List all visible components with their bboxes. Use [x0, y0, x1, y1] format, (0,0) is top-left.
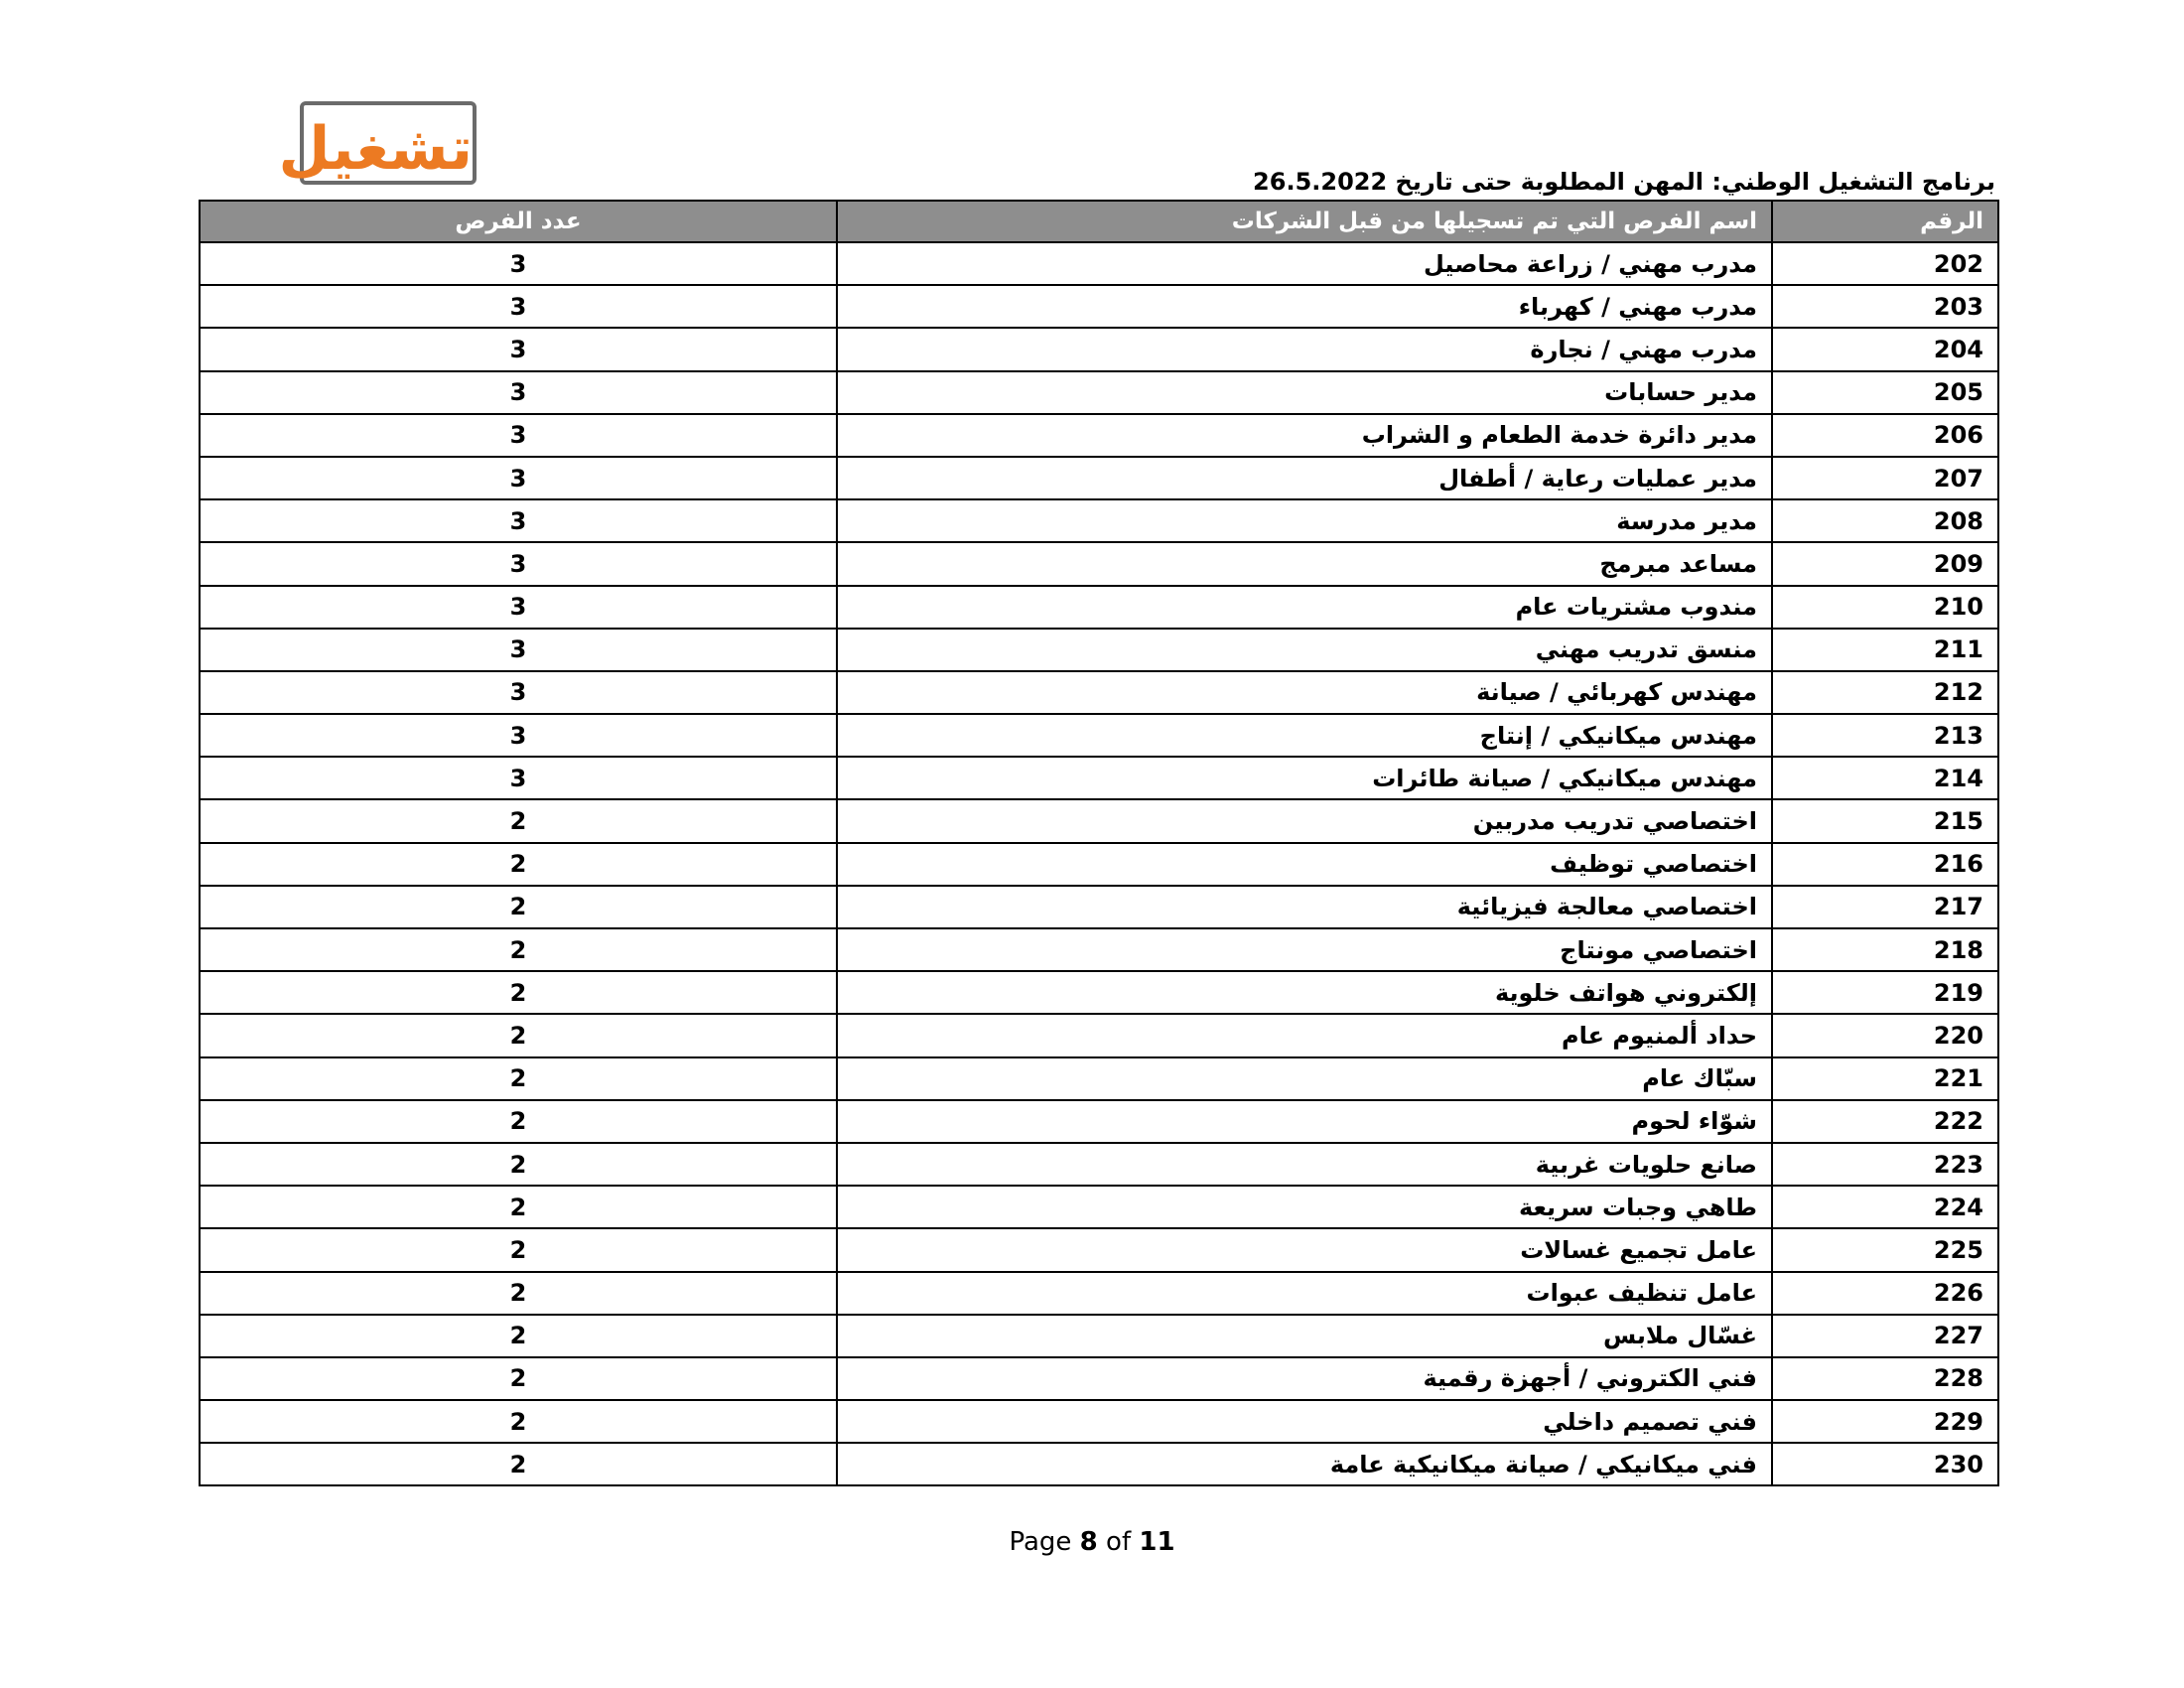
table-row — [200, 1443, 1998, 1485]
table-row — [200, 1228, 1998, 1271]
row-opportunity-count: 2 — [200, 1228, 837, 1271]
row-opportunity-name: غسّال ملابس — [837, 1315, 1772, 1357]
row-number: 230 — [1772, 1443, 1998, 1485]
row-number: 202 — [1772, 242, 1998, 285]
row-opportunity-count: 2 — [200, 1100, 837, 1143]
row-number: 222 — [1772, 1100, 1998, 1143]
table-row — [200, 542, 1998, 585]
row-opportunity-name: مهندس ميكانيكي / إنتاج — [837, 714, 1772, 757]
row-number: 205 — [1772, 371, 1998, 414]
row-opportunity-count: 3 — [200, 328, 837, 370]
table-row — [200, 285, 1998, 328]
jobs-table — [199, 200, 1999, 1486]
row-number: 203 — [1772, 285, 1998, 328]
row-opportunity-name: شوّاء لحوم — [837, 1100, 1772, 1143]
row-opportunity-count: 3 — [200, 285, 837, 328]
row-opportunity-count: 3 — [200, 371, 837, 414]
row-opportunity-count: 2 — [200, 1057, 837, 1100]
document-title: برنامج التشغيل الوطني: المهن المطلوبة حتى تاريخ 26.5.2022 — [1253, 168, 1995, 196]
table-row — [200, 328, 1998, 370]
row-opportunity-count: 3 — [200, 457, 837, 499]
row-number: 225 — [1772, 1228, 1998, 1271]
row-opportunity-name: مدير عمليات رعاية / أطفال — [837, 457, 1772, 499]
row-number: 223 — [1772, 1143, 1998, 1186]
row-number: 229 — [1772, 1400, 1998, 1443]
page-footer — [0, 1524, 2184, 1560]
row-number: 217 — [1772, 886, 1998, 928]
row-opportunity-name: مدرب مهني / كهرباء — [837, 285, 1772, 328]
row-opportunity-count: 2 — [200, 1272, 837, 1315]
row-opportunity-name: مدير حسابات — [837, 371, 1772, 414]
row-opportunity-count: 2 — [200, 1186, 837, 1228]
row-number: 215 — [1772, 799, 1998, 842]
row-opportunity-name: فني الكتروني / أجهزة رقمية — [837, 1357, 1772, 1400]
row-opportunity-name: اختصاصي مونتاج — [837, 928, 1772, 971]
row-opportunity-name: اختصاصي معالجة فيزيائية — [837, 886, 1772, 928]
row-number: 216 — [1772, 843, 1998, 886]
row-number: 220 — [1772, 1014, 1998, 1056]
row-number: 227 — [1772, 1315, 1998, 1357]
table-row — [200, 971, 1998, 1014]
logo — [278, 101, 477, 185]
row-number: 210 — [1772, 586, 1998, 629]
row-opportunity-name: فني ميكانيكي / صيانة ميكانيكية عامة — [837, 1443, 1772, 1485]
table-row — [200, 586, 1998, 629]
row-number: 207 — [1772, 457, 1998, 499]
row-opportunity-count: 2 — [200, 971, 837, 1014]
table-row — [200, 928, 1998, 971]
table-row — [200, 886, 1998, 928]
row-number: 228 — [1772, 1357, 1998, 1400]
row-opportunity-name: اختصاصي توظيف — [837, 843, 1772, 886]
row-number: 204 — [1772, 328, 1998, 370]
logo-text: تشغيل — [278, 114, 473, 184]
row-number: 214 — [1772, 757, 1998, 799]
row-opportunity-name: اختصاصي تدريب مدربين — [837, 799, 1772, 842]
row-number: 224 — [1772, 1186, 1998, 1228]
row-opportunity-name: مهندس كهربائي / صيانة — [837, 671, 1772, 714]
row-opportunity-name: مندوب مشتريات عام — [837, 586, 1772, 629]
row-number: 226 — [1772, 1272, 1998, 1315]
table-header-row — [200, 201, 1998, 242]
row-opportunity-name: فني تصميم داخلي — [837, 1400, 1772, 1443]
row-opportunity-count: 3 — [200, 671, 837, 714]
table-row — [200, 371, 1998, 414]
row-number: 219 — [1772, 971, 1998, 1014]
row-opportunity-name: منسق تدريب مهني — [837, 629, 1772, 671]
row-opportunity-count: 3 — [200, 757, 837, 799]
row-number: 213 — [1772, 714, 1998, 757]
row-number: 221 — [1772, 1057, 1998, 1100]
row-opportunity-count: 3 — [200, 586, 837, 629]
row-opportunity-count: 2 — [200, 886, 837, 928]
table-row — [200, 1357, 1998, 1400]
row-opportunity-name: إلكتروني هواتف خلوية — [837, 971, 1772, 1014]
table-row — [200, 1400, 1998, 1443]
row-opportunity-count: 3 — [200, 714, 837, 757]
row-opportunity-count: 2 — [200, 843, 837, 886]
table-row — [200, 499, 1998, 542]
row-opportunity-name: حداد ألمنيوم عام — [837, 1014, 1772, 1056]
row-opportunity-name: مدير مدرسة — [837, 499, 1772, 542]
table-row — [200, 457, 1998, 499]
header-opportunity-count: عدد الفرص — [200, 201, 837, 242]
row-opportunity-name: صانع حلويات غربية — [837, 1143, 1772, 1186]
row-number: 218 — [1772, 928, 1998, 971]
row-number: 208 — [1772, 499, 1998, 542]
table-row — [200, 414, 1998, 457]
row-opportunity-count: 2 — [200, 799, 837, 842]
row-opportunity-count: 3 — [200, 414, 837, 457]
table-body — [200, 242, 1998, 1485]
row-opportunity-count: 2 — [200, 1400, 837, 1443]
row-number: 209 — [1772, 542, 1998, 585]
row-opportunity-name: عامل تجميع غسالات — [837, 1228, 1772, 1271]
row-number: 206 — [1772, 414, 1998, 457]
table-row — [200, 1014, 1998, 1056]
table-row — [200, 1272, 1998, 1315]
table-row — [200, 714, 1998, 757]
table-row — [200, 629, 1998, 671]
row-opportunity-name: مساعد مبرمج — [837, 542, 1772, 585]
page-word: Page — [1009, 1527, 1072, 1557]
row-opportunity-count: 3 — [200, 542, 837, 585]
table-row — [200, 1315, 1998, 1357]
total-pages: 11 — [1139, 1527, 1175, 1557]
row-opportunity-name: سبّاك عام — [837, 1057, 1772, 1100]
row-opportunity-count: 2 — [200, 1315, 837, 1357]
row-opportunity-count: 2 — [200, 1143, 837, 1186]
row-opportunity-name: عامل تنظيف عبوات — [837, 1272, 1772, 1315]
row-opportunity-count: 2 — [200, 928, 837, 971]
row-opportunity-count: 3 — [200, 499, 837, 542]
table-row — [200, 799, 1998, 842]
row-opportunity-name: مدير دائرة خدمة الطعام و الشراب — [837, 414, 1772, 457]
table-row — [200, 1057, 1998, 1100]
header-opportunity-name: اسم الفرص التي تم تسجيلها من قبل الشركات — [837, 201, 1772, 242]
row-opportunity-name: مدرب مهني / نجارة — [837, 328, 1772, 370]
row-opportunity-count: 3 — [200, 242, 837, 285]
current-page: 8 — [1079, 1527, 1098, 1557]
row-opportunity-count: 2 — [200, 1443, 837, 1485]
of-word: of — [1106, 1527, 1132, 1557]
row-opportunity-name: مهندس ميكانيكي / صيانة طائرات — [837, 757, 1772, 799]
row-opportunity-count: 2 — [200, 1357, 837, 1400]
header-number: الرقم — [1772, 201, 1998, 242]
table-row — [200, 1100, 1998, 1143]
table-row — [200, 1143, 1998, 1186]
row-opportunity-name: طاهي وجبات سريعة — [837, 1186, 1772, 1228]
table-row — [200, 757, 1998, 799]
row-opportunity-count: 3 — [200, 629, 837, 671]
table-row — [200, 843, 1998, 886]
row-number: 212 — [1772, 671, 1998, 714]
row-opportunity-name: مدرب مهني / زراعة محاصيل — [837, 242, 1772, 285]
table-row — [200, 242, 1998, 285]
table-row — [200, 1186, 1998, 1228]
table-row — [200, 671, 1998, 714]
row-number: 211 — [1772, 629, 1998, 671]
row-opportunity-count: 2 — [200, 1014, 837, 1056]
